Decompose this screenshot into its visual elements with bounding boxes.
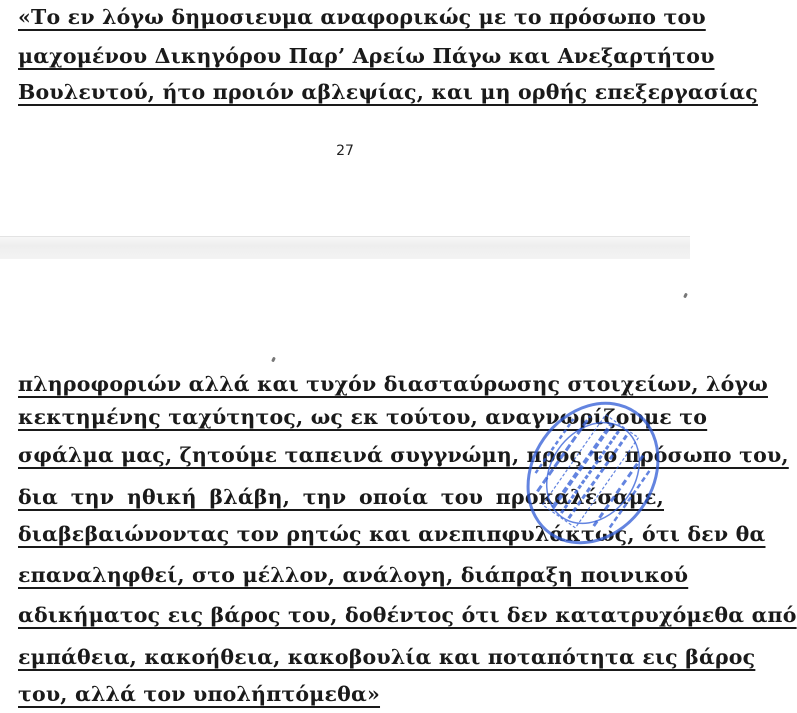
scan-speck: [271, 357, 276, 363]
text-line: πληροφοριών αλλά και τυχόν διασταύρωσης στοιχείων, λόγω: [18, 372, 768, 396]
text-line: εμπάθεια, κακοήθεια, κακοβουλία και ποταπότητα εις βάρος: [18, 645, 756, 669]
text-line: Βουλευτού, ήτο προιόν αβλεψίας, και μη ορθής επεξεργασίας: [18, 80, 758, 104]
page-number: 27: [336, 143, 354, 159]
text-line: «Το εν λόγω δημοσιευμα αναφορικώς με το πρόσωπο του: [18, 5, 706, 29]
text-line: επαναληφθεί, στο μέλλον, ανάλογη, διάπραξη ποινικού: [18, 563, 689, 587]
text-line: κεκτημένης ταχύτητος, ως εκ τούτου, αναγνωρίζουμε το: [18, 405, 708, 429]
text-line: δια την ηθική βλάβη, την οποία του προκαλέσαμε,: [18, 485, 664, 509]
official-stamp-icon: [498, 378, 688, 568]
page-separator: [0, 236, 690, 260]
document-page-top: [0, 0, 758, 236]
text-line: σφάλμα μας, ζητούμε ταπεινά συγγνώμη, προς το πρόσωπο του,: [18, 443, 789, 467]
scan-speck: [683, 293, 688, 299]
text-line: του, αλλά τον υπολήπτόμεθα»: [18, 682, 381, 706]
text-line: αδικήματος εις βάρος του, δοθέντος ότι δεν κατατρυχόμεθα από: [18, 603, 797, 627]
text-line: μαχομένου Δικηγόρου Παρ’ Αρείω Πάγω και Ανεξαρτήτου: [18, 44, 715, 68]
text-line: διαβεβαιώνοντας τον ρητώς και ανεπιπφυλάκτως, ότι δεν θα: [18, 522, 766, 546]
